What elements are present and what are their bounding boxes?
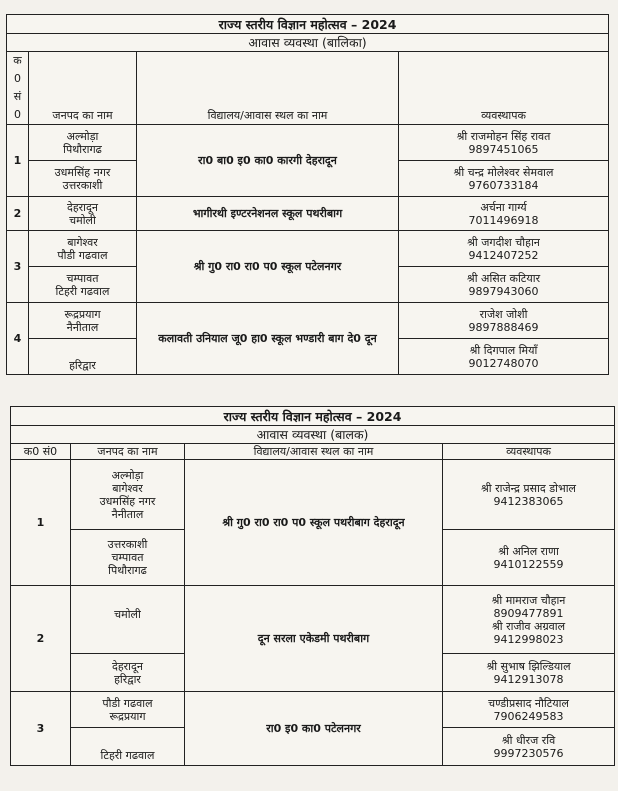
row-serial-number: 3 (11, 692, 71, 766)
header-serial-number: क 0 सं 0 (7, 52, 29, 125)
district-cell: रूद्रप्रयाग नैनीताल (29, 303, 137, 339)
manager-cell: श्री जगदीश चौहान 9412407252 (399, 231, 609, 267)
district-cell: अल्मोड़ा पिथौरागढ (29, 125, 137, 161)
manager-cell: श्री राजमोहन सिंह रावत 9897451065 (399, 125, 609, 161)
header-manager: व्यवस्थापक (443, 444, 615, 460)
district-cell: उत्तरकाशी चम्पावत पिथौरागढ (71, 530, 185, 586)
manager-cell: अर्चना गार्ग्य 7011496918 (399, 197, 609, 231)
district-cell: उधमसिंह नगर उत्तरकाशी (29, 161, 137, 197)
district-cell: हरिद्वार (29, 339, 137, 375)
manager-cell: श्री धीरज रवि 9997230576 (443, 728, 615, 766)
venue-cell: रा0 बा0 इ0 का0 कारगी देहरादून (137, 125, 399, 197)
district-cell: बागेश्वर पौडी गढवाल (29, 231, 137, 267)
row-serial-number: 3 (7, 231, 29, 303)
row-serial-number: 1 (7, 125, 29, 197)
row-serial-number: 4 (7, 303, 29, 375)
girls-table-title: राज्य स्तरीय विज्ञान महोत्सव – 2024 (7, 15, 609, 34)
venue-cell: श्री गु0 रा0 रा0 प0 स्कूल पथरीबाग देहरादून (185, 460, 443, 586)
row-serial-number: 1 (11, 460, 71, 586)
header-district: जनपद का नाम (71, 444, 185, 460)
district-cell: चमोली (71, 586, 185, 654)
manager-cell: श्री सुभाष झिल्डियाल 9412913078 (443, 654, 615, 692)
row-serial-number: 2 (7, 197, 29, 231)
header-venue: विद्यालय/आवास स्थल का नाम (185, 444, 443, 460)
boys-table-title: राज्य स्तरीय विज्ञान महोत्सव – 2024 (11, 407, 615, 426)
header-venue: विद्यालय/आवास स्थल का नाम (137, 52, 399, 125)
boys-accommodation-table (10, 406, 615, 766)
district-cell: देहरादून हरिद्वार (71, 654, 185, 692)
manager-cell: श्री असित कटियार 9897943060 (399, 267, 609, 303)
header-serial-number: क0 सं0 (11, 444, 71, 460)
venue-cell: कलावती उनियाल जू0 हा0 स्कूल भण्डारी बाग दे0 दून (137, 303, 399, 375)
district-cell: अल्मोड़ा बागेश्वर उधमसिंह नगर नैनीताल (71, 460, 185, 530)
girls-accommodation-table (6, 14, 609, 375)
district-cell: देहरादून चमोली (29, 197, 137, 231)
district-cell: टिहरी गढवाल (71, 728, 185, 766)
manager-cell: राजेश जोशी 9897888469 (399, 303, 609, 339)
girls-table-subtitle: आवास व्यवस्था (बालिका) (7, 34, 609, 52)
venue-cell: रा0 इ0 का0 पटेलनगर (185, 692, 443, 766)
manager-cell: चण्डीप्रसाद नौटियाल 7906249583 (443, 692, 615, 728)
district-cell: पौडी गढवाल रूद्रप्रयाग (71, 692, 185, 728)
venue-cell: श्री गु0 रा0 रा0 प0 स्कूल पटेलनगर (137, 231, 399, 303)
venue-cell: दून सरला एकेडमी पथरीबाग (185, 586, 443, 692)
header-manager: व्यवस्थापक (399, 52, 609, 125)
header-district: जनपद का नाम (29, 52, 137, 125)
manager-cell: श्री मामराज चौहान 8909477891 श्री राजीव अग्रवाल 9412998023 (443, 586, 615, 654)
manager-cell: श्री दिगपाल मियाँ 9012748070 (399, 339, 609, 375)
row-serial-number: 2 (11, 586, 71, 692)
venue-cell: भागीरथी इण्टरनेशनल स्कूल पथरीबाग (137, 197, 399, 231)
boys-table-subtitle: आवास व्यवस्था (बालक) (11, 426, 615, 444)
district-cell: चम्पावत टिहरी गढवाल (29, 267, 137, 303)
manager-cell: श्री राजेन्द्र प्रसाद डोभाल 9412383065 (443, 460, 615, 530)
manager-cell: श्री चन्द्र मोलेश्वर सेमवाल 9760733184 (399, 161, 609, 197)
manager-cell: श्री अनिल राणा 9410122559 (443, 530, 615, 586)
